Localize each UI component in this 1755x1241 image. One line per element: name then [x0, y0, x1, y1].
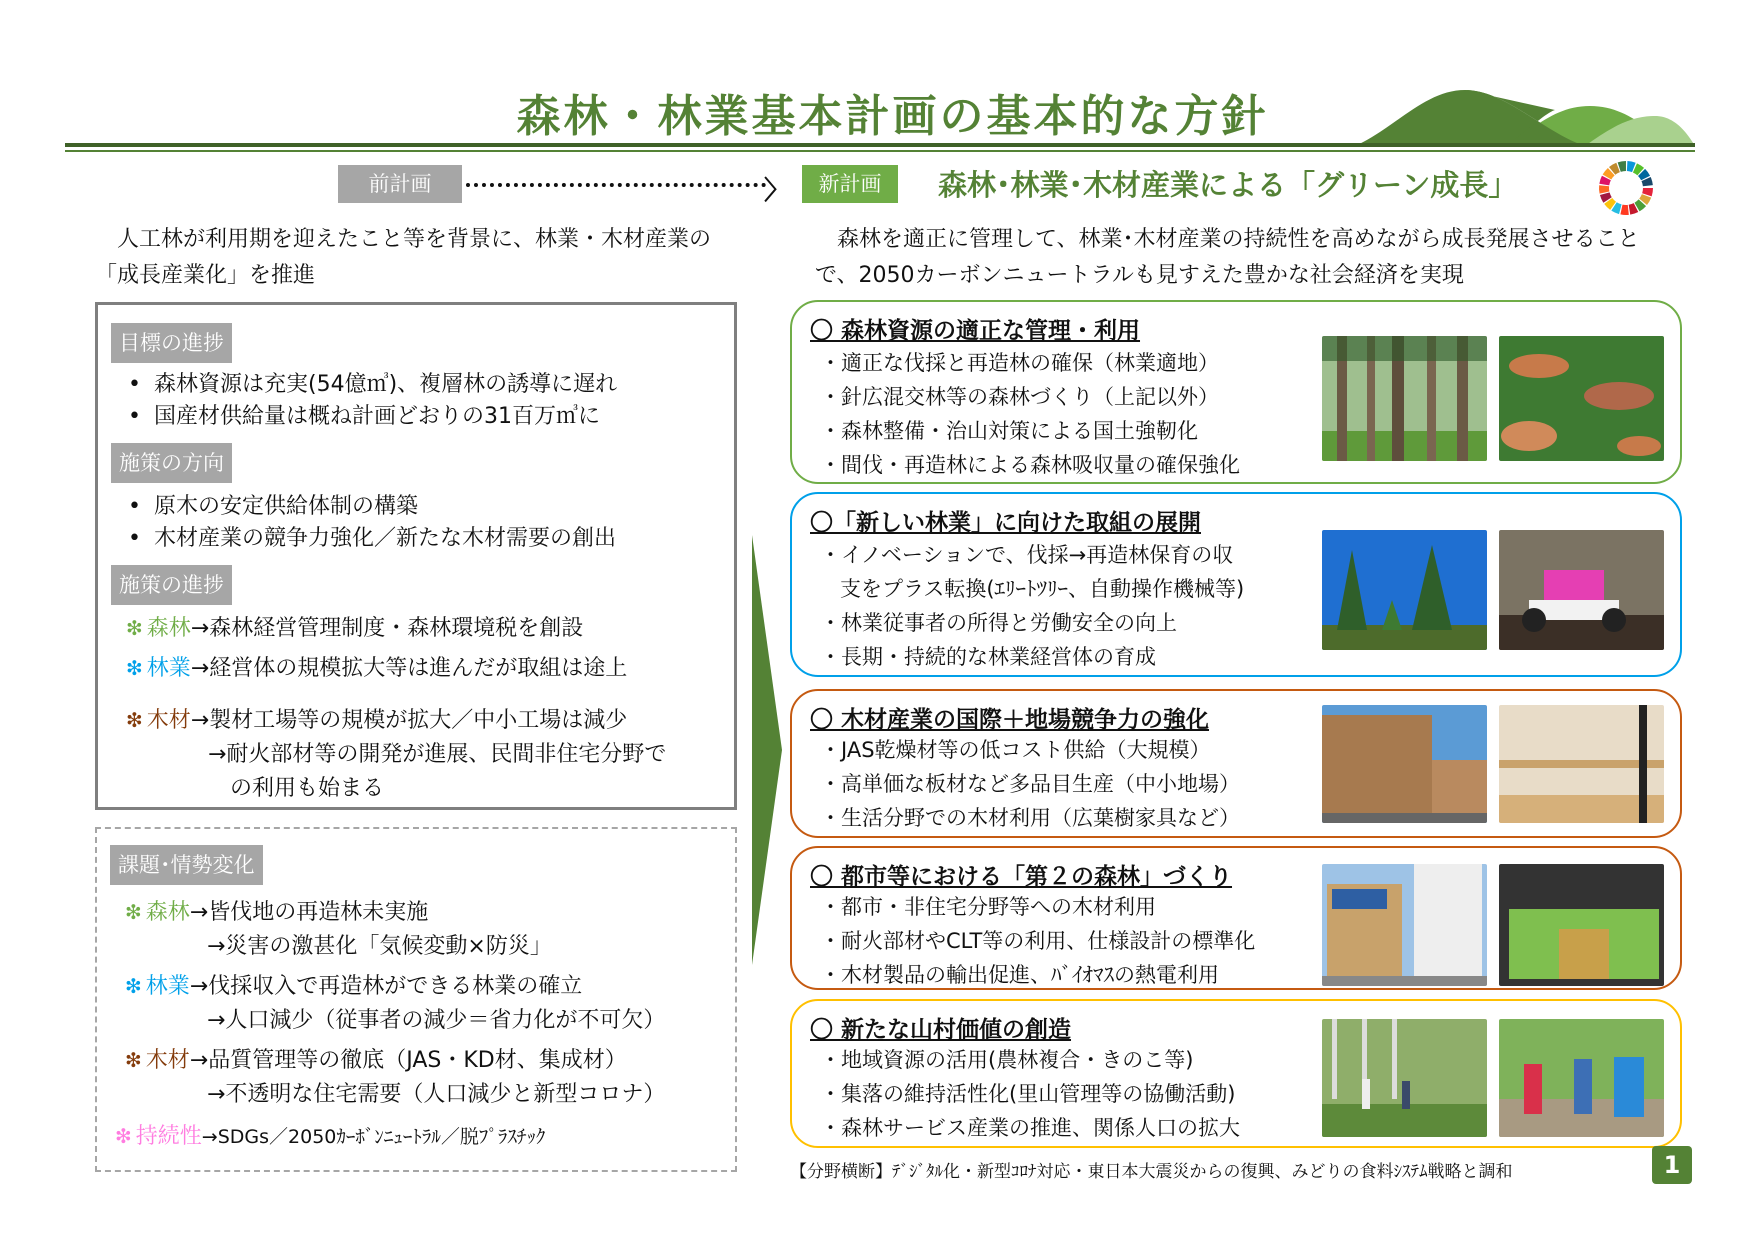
box-heading: 〇 新たな山村価値の創造: [810, 1017, 1072, 1043]
new-plan-headline: 森林･林業･木材産業による「グリーン成長」: [938, 168, 1518, 202]
transition-arrow-icon: [752, 535, 782, 965]
bullet-item: • 原木の安定供給体制の構築: [128, 494, 419, 519]
category-forestry: ❇ 林業→経営体の規模拡大等は進んだが取組は途上: [126, 656, 628, 681]
section-tag-issues: 課題･情勢変化: [110, 845, 263, 885]
dotted-arrow-line: [466, 183, 766, 187]
box-heading: 〇 都市等における「第２の森林」づくり: [810, 864, 1233, 890]
bullet-item: • 木材産業の競争力強化／新たな木材需要の創出: [128, 526, 617, 551]
issues-box: [95, 827, 737, 1172]
asterisk-icon: ❇: [126, 616, 143, 640]
box-item-list: ・イノベーションで、伐採→再造林保育の収 支をプラス転換(ｴﾘｰﾄﾂﾘｰ、自動操作機械等) ・林業従事者の所得と労働安全の向上 ・長期・持続的な林業経営体の育成: [820, 543, 1245, 669]
issue-forest: ❇ 森林→皆伐地の再造林未実施 →災害の激甚化「気候変動×防災」: [125, 900, 552, 959]
timber-exhibition-booth-photo: [1499, 864, 1664, 986]
cross-cutting-note: 【分野横断】ﾃﾞｼﾞﾀﾙ化・新型ｺﾛﾅ対応・東日本大震災からの復興、みどりの食料ｼｽﾃﾑ戦略と調和: [790, 1162, 1513, 1182]
asterisk-icon: ❇: [125, 1048, 142, 1072]
cedar-forest-photo: [1322, 336, 1487, 461]
policy-box-urban-forest: [790, 846, 1682, 990]
wooden-buildings-photo: [1322, 864, 1487, 986]
satoyama-activity-photo: [1322, 1019, 1487, 1137]
box-item-list: ・都市・非住宅分野等への木材利用 ・耐火部材やCLT等の利用、仕様設計の標準化 ・木材製品の輸出促進、ﾊﾞｲｵﾏｽの熱電利用: [820, 895, 1256, 987]
box-item-list: ・適正な伐採と再造林の確保（林業適地） ・針広混交林等の森林づくり（上記以外） ・森林整備・治山対策による国土強靭化 ・間伐・再造林による森林吸収量の確保強化: [820, 351, 1240, 477]
wooden-interior-photo: [1499, 705, 1664, 823]
page-title: 森林・林業基本計画の基本的な方針: [516, 91, 1269, 142]
asterisk-icon: ❇: [115, 1124, 132, 1148]
section-tag-policy-direction: 施策の方向: [111, 443, 232, 483]
section-tag-goal-progress: 目標の進捗: [111, 323, 232, 363]
forest-hikers-photo: [1499, 1019, 1664, 1137]
chevron-right-icon: 〉: [764, 176, 791, 206]
previous-plan-box: [95, 302, 737, 810]
category-timber: ❇ 木材→製材工場等の規模が拡大／中小工場は減少 →耐火部材等の開発が進展、民間非住宅分野で の利用も始まる: [126, 708, 667, 801]
policy-box-mountain-village: [790, 999, 1682, 1148]
box-heading: 〇「新しい林業」に向けた取組の展開: [810, 510, 1201, 536]
left-intro-text: 人工林が利用期を迎えたこと等を背景に、林業・木材産業の「成長産業化」を推進: [95, 227, 712, 288]
sdgs-wheel-icon: [1598, 160, 1654, 216]
mixed-forest-aerial-photo: [1499, 336, 1664, 461]
policy-box-new-forestry: [790, 492, 1682, 677]
title-rule-thin: [65, 150, 1695, 152]
issue-sustainability: ❇ 持続性→SDGs／2050ｶｰﾎﾞﾝﾆｭｰﾄﾗﾙ／脱ﾌﾟﾗｽﾁｯｸ: [115, 1124, 546, 1149]
lumber-stacks-photo: [1322, 705, 1487, 823]
page-number-badge: 1: [1652, 1146, 1692, 1184]
issue-timber: ❇ 木材→品質管理等の徹底（JAS・KD材、集成材） →不透明な住宅需要（人口減少と新型コロナ）: [125, 1048, 666, 1107]
box-heading: 〇 森林資源の適正な管理・利用: [810, 318, 1141, 344]
asterisk-icon: ❇: [125, 900, 142, 924]
section-tag-policy-progress: 施策の進捗: [111, 565, 232, 605]
policy-box-forest-resources: [790, 300, 1682, 484]
old-plan-tag: 前計画: [338, 165, 462, 203]
new-plan-tag: 新計画: [802, 165, 898, 203]
issue-forestry: ❇ 林業→伐採収入で再造林ができる林業の確立 →人口減少（従事者の減少＝省力化が不可欠）: [125, 974, 666, 1033]
asterisk-icon: ❇: [125, 974, 142, 998]
box-item-list: ・JAS乾燥材等の低コスト供給（大規模） ・高単価な板材など多品目生産（中小地場） ・生活分野での木材利用（広葉樹家具など）: [820, 738, 1240, 830]
asterisk-icon: ❇: [126, 656, 143, 680]
bullet-item: • 国産材供給量は概ね計画どおりの31百万㎥に: [128, 404, 600, 429]
right-intro-text: 森林を適正に管理して、林業･木材産業の持続性を高めながら成長発展させることで、2050カーボンニュートラルも見すえた豊かな社会経済を実現: [815, 227, 1640, 288]
elite-tree-saplings-photo: [1322, 530, 1487, 650]
asterisk-icon: ❇: [126, 708, 143, 732]
bullet-item: • 森林資源は充実(54億㎥)、複層林の誘導に遅れ: [128, 372, 618, 397]
box-heading: 〇 木材産業の国際＋地場競争力の強化: [810, 707, 1210, 733]
title-rule-thick: [65, 143, 1695, 147]
policy-box-timber-industry: [790, 689, 1682, 838]
automated-forestry-machine-photo: [1499, 530, 1664, 650]
category-forest: ❇ 森林→森林経営管理制度・森林環境税を創設: [126, 616, 584, 641]
box-item-list: ・地域資源の活用(農林複合・きのこ等) ・集落の維持活性化(里山管理等の協働活動) ・森林サービス産業の推進、関係人口の拡大: [820, 1048, 1240, 1140]
mountains-decoration-icon: [1355, 88, 1695, 146]
